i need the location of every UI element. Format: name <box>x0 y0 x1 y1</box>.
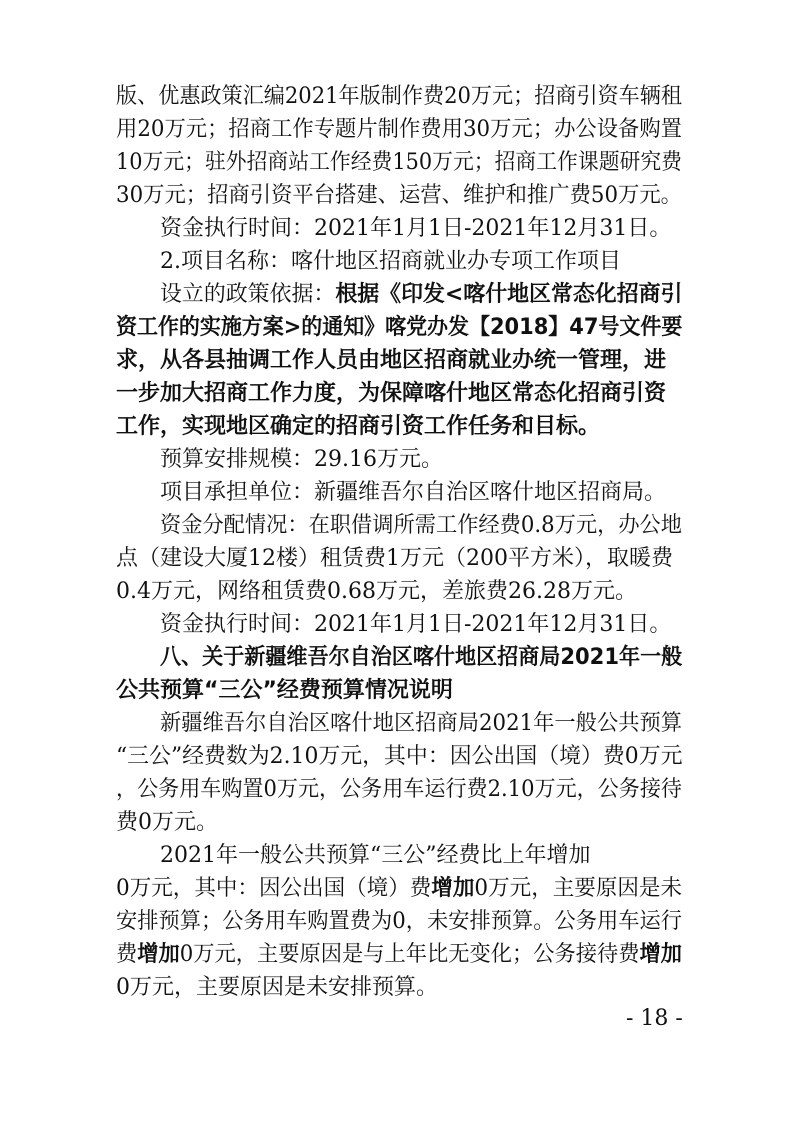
paragraph-line: 求，从各县抽调工作人员由地区招商就业办统一管理，进 <box>116 348 667 373</box>
policy-basis-text: 根据《印发<喀什地区常态化招商引 <box>335 282 683 307</box>
increase-word: 增加 <box>431 876 475 901</box>
fund-allocation-line: 资金分配情况：在职借调所需工作经费0.8万元，办公地 <box>160 513 683 538</box>
text-span: 费 <box>116 942 138 967</box>
paragraph-line: 10万元；驻外招商站工作经费150万元；招商工作课题研究费 <box>116 150 683 175</box>
text-span: 0万元，主要原因是未 <box>474 876 682 901</box>
policy-basis-label: 设立的政策依据： <box>160 282 336 307</box>
project-unit-line: 项目承担单位：新疆维吾尔自治区喀什地区招商局。 <box>160 480 667 505</box>
text-span: 0万元，其中：因公出国（境）费 <box>116 876 432 901</box>
paragraph-line <box>116 940 682 970</box>
paragraph-line: 安排预算；公务用车购置费为0，未安排预算。公务用车运行 <box>116 909 683 934</box>
text-span: 0万元，主要原因是与上年比无变化；公务接待费 <box>179 942 640 967</box>
paragraph-line: 用20万元；招商工作专题片制作费用30万元；办公设备购置 <box>116 117 683 142</box>
project-name-line: 2.项目名称：喀什地区招商就业办专项工作项目 <box>160 249 621 274</box>
paragraph-line: 点（建设大厦12楼）租赁费1万元（200平方米），取暖费 <box>116 546 673 571</box>
policy-basis-line <box>160 280 682 310</box>
paragraph-line: 30万元；招商引资平台搭建、运营、维护和推广费50万元。 <box>116 183 683 208</box>
increase-word: 增加 <box>137 942 180 967</box>
increase-word: 增加 <box>639 942 683 967</box>
paragraph-line: 2021年一般公共预算“三公”经费比上年增加 <box>160 843 591 868</box>
paragraph-line: 费0万元。 <box>116 810 218 835</box>
paragraph-line: “三公”经费数为2.10万元，其中：因公出国（境）费0万元 <box>116 744 683 769</box>
paragraph-line: 一步加大招商工作力度，为保障喀什地区常态化招商引资 <box>116 381 667 406</box>
paragraph-line: 资金执行时间：2021年1月1日-2021年12月31日。 <box>160 612 672 637</box>
paragraph-line: 新疆维吾尔自治区喀什地区招商局2021年一般公共预算 <box>160 711 683 736</box>
section-heading: 八、关于新疆维吾尔自治区喀什地区招商局2021年一般 <box>160 645 683 670</box>
paragraph-line: 资金执行时间：2021年1月1日-2021年12月31日。 <box>160 216 672 241</box>
paragraph-line: 资工作的实施方案>的通知》喀党办发【2018】47号文件要 <box>116 315 683 340</box>
paragraph-line: ，公务用车购置0万元，公务用车运行费2.10万元，公务接待 <box>116 777 682 802</box>
paragraph-line: 版、优惠政策汇编2021年版制作费20万元；招商引资车辆租 <box>116 84 682 109</box>
section-heading: 公共预算“三公”经费预算情况说明 <box>116 678 453 703</box>
budget-scale-line: 预算安排规模：29.16万元。 <box>160 447 443 472</box>
paragraph-line <box>116 874 682 904</box>
paragraph-line: 0万元，主要原因是未安排预算。 <box>116 975 438 1000</box>
paragraph-line: 工作，实现地区确定的招商引资工作任务和目标。 <box>116 414 601 439</box>
page-number: - 18 - <box>626 1006 683 1031</box>
paragraph-line: 0.4万元，网络租赁费0.68万元，差旅费26.28万元。 <box>116 579 637 604</box>
